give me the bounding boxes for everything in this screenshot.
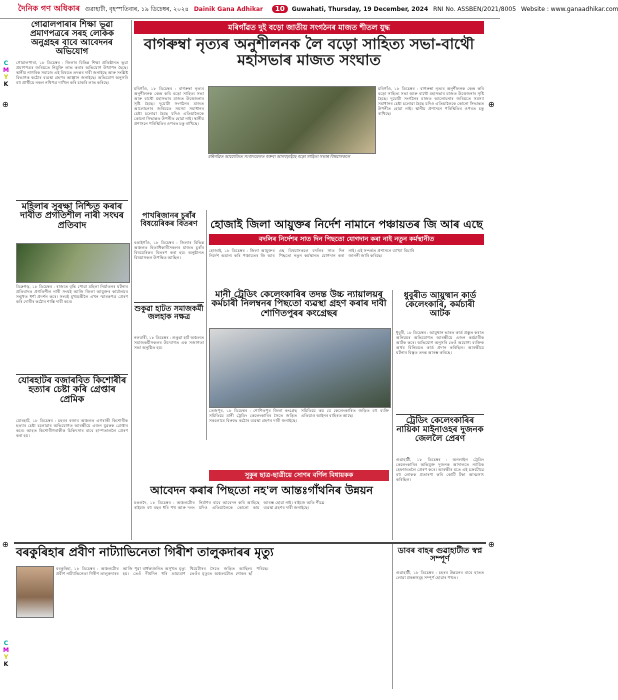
- story1-body: গোৱালপাৰা, ১৮ ডিচেম্বৰ : জিলাৰ বিভিন্ন শিক্ষা প্ৰতিষ্ঠানত ভূৱা প্ৰমাণপত্ৰৰ জৰিয়তে নিযুক্তি লাভ কৰাৰ অভিযোগ উত্থাপন হৈছে। স্থানীয় নাগৰিক সমাজে এই বিষয়ত তদন্তৰ দাবী জনাইছে আৰু সংশ্লিষ্ট বিভাগক কঠোৰ ব্যৱস্থা গ্ৰহণৰ আহ্বান জনাইছে। অভিযোগ অনুসৰি বহু প্ৰাৰ্থীয়ে নকল নথিপত্ৰ দাখিল কৰি চাকৰি লাভ কৰিছে।: [16, 60, 128, 85]
- top-photo-caption: মৰিগাঁৱত আয়োজিত সংবাদমেলত বক্তব্য আগবঢ়াইছে বড়ো সাহিত্য সভাৰ বিষয়াসকলে: [208, 154, 350, 159]
- story2-headline: মহিলাৰ সুৰক্ষা নিশ্চিত কৰাৰ দাবীত প্ৰগতিশীল নাৰী সংঘৰ প্ৰতিবাদ: [20, 202, 124, 231]
- cmyk-k: K: [3, 81, 9, 88]
- cmyk-c: C: [3, 640, 9, 647]
- obituary-portrait: [16, 566, 54, 618]
- top-body-col2: মৰিগাঁও, ১৮ ডিচেম্বৰ : বাগৰুম্বা নৃত্যৰ অনুশীলনক কেন্দ্ৰ কৰি বড়ো সাহিত্য সভা আৰু বাথৌ মহাসভাৰ মাজত উত্তেজনাৰ সৃষ্টি হৈছে। দুয়োটা সংগঠনৰ মাজত আলোচনাৰ জৰিয়তে সমস্যা সমাধানৰ চেষ্টা চলোৱা হৈছে যদিও এতিয়ালৈকে কোনো সিদ্ধান্তত উপনীত হোৱা নাই। স্থানীয় প্ৰশাসনে পৰিস্থিতিৰ ওপৰত চকু ৰাখিছে।: [378, 86, 484, 116]
- column-rule: [392, 290, 393, 540]
- cmyk-marker-top: [0, 60, 12, 88]
- trading-scam-headline: ট্ৰেডিং কেলেংকাৰিৰ নায়িকা মাইনাওহৰ দুজনক জেললৈ প্ৰেৰণ: [396, 416, 484, 444]
- divider: [16, 200, 128, 201]
- page-number: 10: [272, 5, 288, 13]
- brief1-body: বঙাইগাঁও, ১৮ ডিচেম্বৰ : জিলাৰ বিভিন্ন অঞ্চলত হিতাধিকাৰীসকলৰ মাজত চুৰাঁৰ বিষয়েৰিকৰ বিতৰণ কৰা হয়। অনুষ্ঠানত বিষয়াসকল উপস্থিত আছিল।: [134, 240, 204, 260]
- registration-mark-icon: ⊕: [2, 100, 9, 109]
- hojai-body: হোজাই, ১৮ ডিচেম্বৰ : জিলা আয়ুক্তৰ নিৰ্দেশ অমান্য কৰি পঞ্চায়তৰ জি আৰ এছ বিষয়াসকলে বদলিৰ সাত দিন পিছতো নতুন কৰ্মস্থানত যোগদান কৰা নাই। এই সন্দৰ্ভত প্ৰশাসনে ব্যাখ্যা বিচাৰি জাননী জাৰি কৰিছে।: [209, 248, 415, 258]
- police-photo: [209, 328, 391, 408]
- cmyk-y: Y: [3, 654, 9, 661]
- story3-body: যোৰহাট, ১৮ ডিচেম্বৰ : চহৰৰ বজাৰ অঞ্চলত এগৰাকী কিশোৰীক হত্যাৰ চেষ্টা চলোৱাৰ অভিযোগত আৰক্ষীয়ে এজন যুৱকক গ্ৰেপ্তাৰ কৰে। আহত কিশোৰীগৰাকীক চিকিৎসাৰ বাবে হাস্পতাললৈ প্ৰেৰণ কৰা হয়।: [16, 418, 128, 438]
- cmyk-m: M: [3, 647, 9, 654]
- masthead-website: Website : www.ganaadhikar.com: [521, 5, 618, 13]
- top-body-col1: মৰিগাঁও, ১৮ ডিচেম্বৰ : বাগৰুম্বা নৃত্যৰ অনুশীলনক কেন্দ্ৰ কৰি বড়ো সাহিত্য সভা আৰু বাথৌ মহাসভাৰ মাজত উত্তেজনাৰ সৃষ্টি হৈছে। দুয়োটা সংগঠনৰ মাজত আলোচনাৰ জৰিয়তে সমস্যা সমাধানৰ চেষ্টা চলোৱা হৈছে যদিও এতিয়ালৈকে কোনো সিদ্ধান্তত উপনীত হোৱা নাই। স্থানীয় প্ৰশাসনে পৰিস্থিতিৰ ওপৰত চকু ৰাখিছে।: [134, 86, 205, 126]
- top-headline: বাগৰুম্বা নৃত্যৰ অনুশীলনক লৈ বড়ো সাহিত্য সভা-বাথৌ মহাসভাৰ মাজত সংঘাত: [143, 35, 475, 69]
- guwahati-headline: ডাবৰ বাহৰ গুৱাহাটীত স্বপ্ন সম্পূৰ্ণ: [397, 546, 483, 564]
- column-rule: [392, 544, 393, 689]
- dhubri-body: ধুবুৰী, ১৮ ডিচেম্বৰ : আয়ুষ্মান ভাৰত কাৰ্ড প্ৰস্তুত কৰাত অনিয়মৰ অভিযোগত আৰক্ষীয়ে এজন কৰ্মচাৰীক আটক কৰে। অভিযোগ অনুসৰি তেওঁ অযোগ্য ব্যক্তিক অৰ্থৰ বিনিময়ত কাৰ্ড প্ৰদান কৰিছিল। আৰক্ষীয়ে ঘটনাৰ বিস্তৃত তদন্ত আৰম্ভ কৰিছে।: [396, 330, 484, 355]
- cmyk-y: Y: [3, 74, 9, 81]
- newspaper-logo: দৈনিক গণ অধিকাৰ: [18, 3, 80, 13]
- infrastructure-body: মঙলদৈ, ১৮ ডিচেম্বৰ : অঞ্চলটোৰ ৰাইজে বহু বছৰ ধৰি পথ আৰু দলং নিৰ্মাণৰ বাবে আবেদন কৰি আহিছে যদিও এতিয়ালৈকে কোনো কাম আৰম্ভ হোৱা নাই। ৰাইজে অতি শীঘ্ৰে ব্যৱস্থা গ্ৰহণৰ দাবী জনাইছে।: [134, 500, 325, 510]
- cmyk-k: K: [3, 661, 9, 668]
- brief2-headline: শুকুৱা হাটত সমাজকৰ্মী জলহাক নক্ষত্ৰ: [134, 304, 204, 321]
- registration-mark-icon: ⊕: [2, 540, 9, 549]
- dhubri-headline: ধুবুৰীত আয়ুষ্মান কাৰ্ড কেলেংকাৰি, কৰ্মচাৰী আটক: [403, 291, 477, 319]
- cmyk-m: M: [3, 67, 9, 74]
- story1-headline: গোৱালপাৰাৰ শিক্ষা ভূৱা প্ৰমাণপত্ৰৰে সৰহ লোকক অনুগ্ৰহৰ বাবে আবেদনৰ অভিযোগ: [30, 20, 114, 57]
- obituary-body: বৰকুৰিহা, ১৮ ডিচেম্বৰ : অঞ্চলটোৰ প্ৰবীণ নাট্যাভিনেতা গিৰীশ তালুকদাৰৰ আজি পুৱা বাৰ্ধক্যজনিত অসুখত মৃত্যু হয়। তেওঁ দীৰ্ঘদিন ধৰি ভ্ৰাম্যমাণ থিয়েটাৰৰ সৈতে জড়িত আছিল। তেওঁৰ মৃত্যুত অঞ্চলটোত শোকৰ ছাঁ পৰিছে।: [56, 566, 269, 576]
- divider: [396, 414, 484, 415]
- money-trading-body: তেজপুৰ, ১৮ ডিচেম্বৰ : শোণিতপুৰ জিলা কংগ্ৰেছ সমিতিয়ে মানী ট্ৰেডিং কেলেংকাৰিৰ সৈতে জড়িত সকলোৰে বিৰুদ্ধে কঠোৰ ব্যৱস্থা গ্ৰহণৰ দাবী জনাইছে। সমিতিয়ে কয় যে কেলেংকাৰিত জড়িত বহু ব্যক্তি এতিয়াও আইনৰ বাহিৰত আছে।: [209, 408, 389, 423]
- obituary-headline: বৰকুৰিহাৰ প্ৰবীণ নাট্যাভিনেতা গিৰীশ তালুকদাৰৰ মৃত্যু: [16, 545, 274, 559]
- registration-mark-icon: ⊕: [488, 100, 495, 109]
- infrastructure-headline: আবেদন কৰাৰ পিছতো নহ'ল আন্তঃগাঁথনিৰ উন্নয়ন: [150, 484, 373, 497]
- hojai-subhead: বদলিৰ নিৰ্দেশৰ সাত দিন পিছতো যোগদান কৰা নাই নতুন কৰ্মস্থানীত: [209, 234, 484, 245]
- cmyk-marker-bottom: [0, 640, 12, 668]
- top-banner: মৰিগাঁৱত দুই বড়ো জাতীয় সংগঠনৰ মাজত শীতল যুদ্ধ: [134, 21, 484, 34]
- masthead-date-local: গুৱাহাটী, বৃহস্পতিবাৰ, ১৯ ডিচেম্বৰ, ২০২৪: [84, 5, 189, 13]
- story3-headline: যোৰহাটৰ বজাৰবিত কিশোৰীৰ হত্যাৰ চেষ্টা কৰি গ্ৰেপ্তাৰ প্ৰেমিক: [17, 376, 127, 405]
- registration-mark-icon: ⊕: [488, 540, 495, 549]
- column-rule: [206, 210, 207, 440]
- guwahati-body: গুৱাহাটী, ১৮ ডিচেম্বৰ : চহৰৰ উন্নয়নৰ বাবে হাতত লোৱা প্ৰকল্পসমূহ সম্পূৰ্ণ হোৱাৰ পথত।: [396, 570, 484, 580]
- masthead-paper-name: Dainik Gana Adhikar: [193, 5, 263, 13]
- meeting-photo: [208, 86, 376, 154]
- divider: [16, 374, 128, 375]
- divider: [134, 302, 204, 303]
- story2-body: ডিব্ৰুগড়, ১৮ ডিচেম্বৰ : ৰাজ্যত বৃদ্ধি পোৱা মহিলা নিৰ্যাতনৰ ঘটনাৰ প্ৰতিবাদত প্ৰগতিশীল নাৰী সংঘই আজি জিলা আয়ুক্তৰ কাৰ্যালয়ৰ সন্মুখত ধৰ্ণা প্ৰদৰ্শন কৰে। সংঘই মুখ্যমন্ত্ৰীলৈ এখন স্মাৰকপত্ৰ প্ৰেৰণ কৰি দোষীৰ কঠোৰ শাস্তি দাবী কৰে।: [16, 284, 128, 304]
- brief1-headline: পাখৰিজানৰ চুৰাঁৰ বিষয়েৰিকৰ বিতৰণ: [140, 211, 198, 228]
- student-banner: সুকুৰ ছাত্ৰ-ছাত্ৰীয়ে সোণৰ বৰ্ণিল বিধায়কক: [209, 470, 389, 481]
- masthead: [0, 0, 618, 19]
- brief2-body: নলবাৰী, ১৮ ডিচেম্বৰ : শুকুৱা হাট অঞ্চলত সমাজকৰ্মীসকলৰ উদ্যোগত এক সজাগতা সভা অনুষ্ঠিত হয়।: [134, 335, 204, 350]
- column-rule: [131, 20, 132, 540]
- bottom-divider: [14, 542, 486, 544]
- money-trading-headline: মানী ট্ৰেডিং কেলেংকাৰিৰ তদন্ত উচ্চ ন্যায়ালয়ৰ কৰ্মচাৰী নিলম্বনৰ পিছতো ব্যৱস্থা গ্ৰহণ কৰাৰ দাবী শোণিতপুৰৰ কংগ্ৰেছৰ: [211, 290, 387, 319]
- protest-photo: [16, 243, 130, 283]
- trading-scam-body: গুৱাহাটী, ১৮ ডিচেম্বৰ : অনলাইন ট্ৰেডিং কেলেংকাৰিৰ অভিযুক্ত দুজনক আদালতে ন্যায়িক হেফাজতলৈ প্ৰেৰণ কৰে। আৰক্ষীৰ মতে এই চক্ৰটোৱে বহু লোকক প্ৰতাৰণা কৰি কোটি টকা আত্মসাৎ কৰিছিল।: [396, 457, 484, 482]
- masthead-rni: RNI No. ASSBEN/2021/8005: [433, 5, 517, 13]
- hojai-headline: হোজাই জিলা আয়ুক্তৰ নিৰ্দেশ নামানে পঞ্চায়তৰ জি আৰ এছে: [210, 218, 483, 231]
- masthead-date-english: Guwahati, Thursday, 19 December, 2024: [291, 5, 429, 13]
- cmyk-c: C: [3, 60, 9, 67]
